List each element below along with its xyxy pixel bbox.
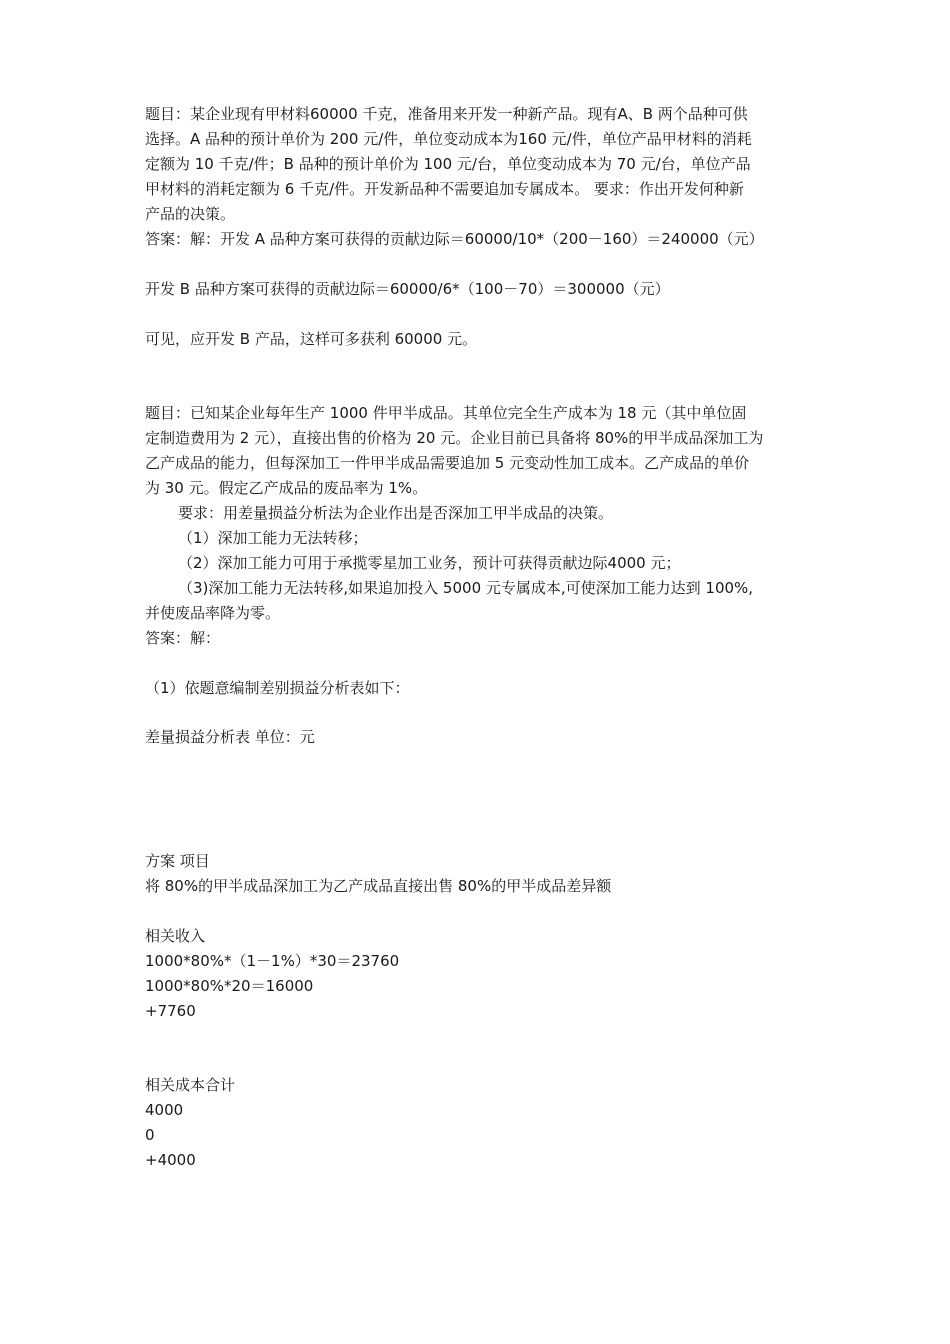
revenue-value: +7760 xyxy=(145,1002,196,1020)
problem2-item-1: （1）深加工能力无法转移； xyxy=(178,529,368,547)
problem2-answer-label: 答案：解： xyxy=(145,629,221,647)
cost-value: 4000 xyxy=(145,1101,184,1119)
problem1-conclusion: 可见，应开发 B 产品，这样可多获利 60000 元。 xyxy=(145,330,478,348)
revenue-label: 相关收入 xyxy=(145,927,206,945)
problem1-answer-b: 开发 B 品种方案可获得的贡献边际＝60000/6*（100－70）＝300000（元） xyxy=(145,280,670,298)
cost-value: +4000 xyxy=(145,1151,196,1169)
problem2-question-line: 定制造费用为 2 元），直接出售的价格为 20 元。企业目前已具备将 80%的甲半成品深加工为 xyxy=(145,429,764,447)
problem2-question-line: 为 30 元。假定乙产成品的废品率为 1%。 xyxy=(145,479,428,497)
problem2-item-3: （3)深加工能力无法转移,如果追加投入 5000 元专属成本,可使深加工能力达到 100%, xyxy=(178,579,754,597)
problem1-question-line: 题目：某企业现有甲材料60000 千克，准备用来开发一种新产品。现有A、B 两个品种可供 xyxy=(145,105,748,123)
problem1-question-line: 甲材料的消耗定额为 6 千克/件。开发新品种不需要追加专属成本。 要求：作出开发何种新 xyxy=(145,180,744,198)
problem2-item-2: （2）深加工能力可用于承揽零星加工业务，预计可获得贡献边际4000 元； xyxy=(178,554,681,572)
problem1-question-line: 定额为 10 千克/件；B 品种的预计单价为 100 元/台，单位变动成本为 70 元/台，单位产品 xyxy=(145,155,751,173)
revenue-value: 1000*80%*20＝16000 xyxy=(145,977,314,995)
cost-value: 0 xyxy=(145,1126,155,1144)
table-columns-row: 将 80%的甲半成品深加工为乙产成品直接出售 80%的甲半成品差异额 xyxy=(145,877,612,895)
problem2-item-3-cont: 并使废品率降为零。 xyxy=(145,604,281,622)
problem2-step-1: （1）依题意编制差别损益分析表如下： xyxy=(145,679,410,697)
table-header-row: 方案 项目 xyxy=(145,852,210,870)
problem2-question-line: 乙产成品的能力，但每深加工一件甲半成品需要追加 5 元变动性加工成本。乙产成品的单价 xyxy=(145,454,750,472)
problem1-answer-a: 答案：解：开发 A 品种方案可获得的贡献边际＝60000/10*（200－160）＝240000（元） xyxy=(145,230,764,248)
table-title: 差量损益分析表 单位：元 xyxy=(145,728,315,746)
revenue-value: 1000*80%*（1－1%）*30＝23760 xyxy=(145,952,400,970)
cost-label: 相关成本合计 xyxy=(145,1076,236,1094)
problem1-question-line: 选择。A 品种的预计单价为 200 元/件，单位变动成本为160 元/件，单位产品甲材料的消耗 xyxy=(145,130,752,148)
problem2-question-line: 题目：已知某企业每年生产 1000 件甲半成品。其单位完全生产成本为 18 元（其中单位固 xyxy=(145,404,747,422)
problem2-requirement: 要求：用差量损益分析法为企业作出是否深加工甲半成品的决策。 xyxy=(178,504,614,522)
problem1-question-line: 产品的决策。 xyxy=(145,205,236,223)
